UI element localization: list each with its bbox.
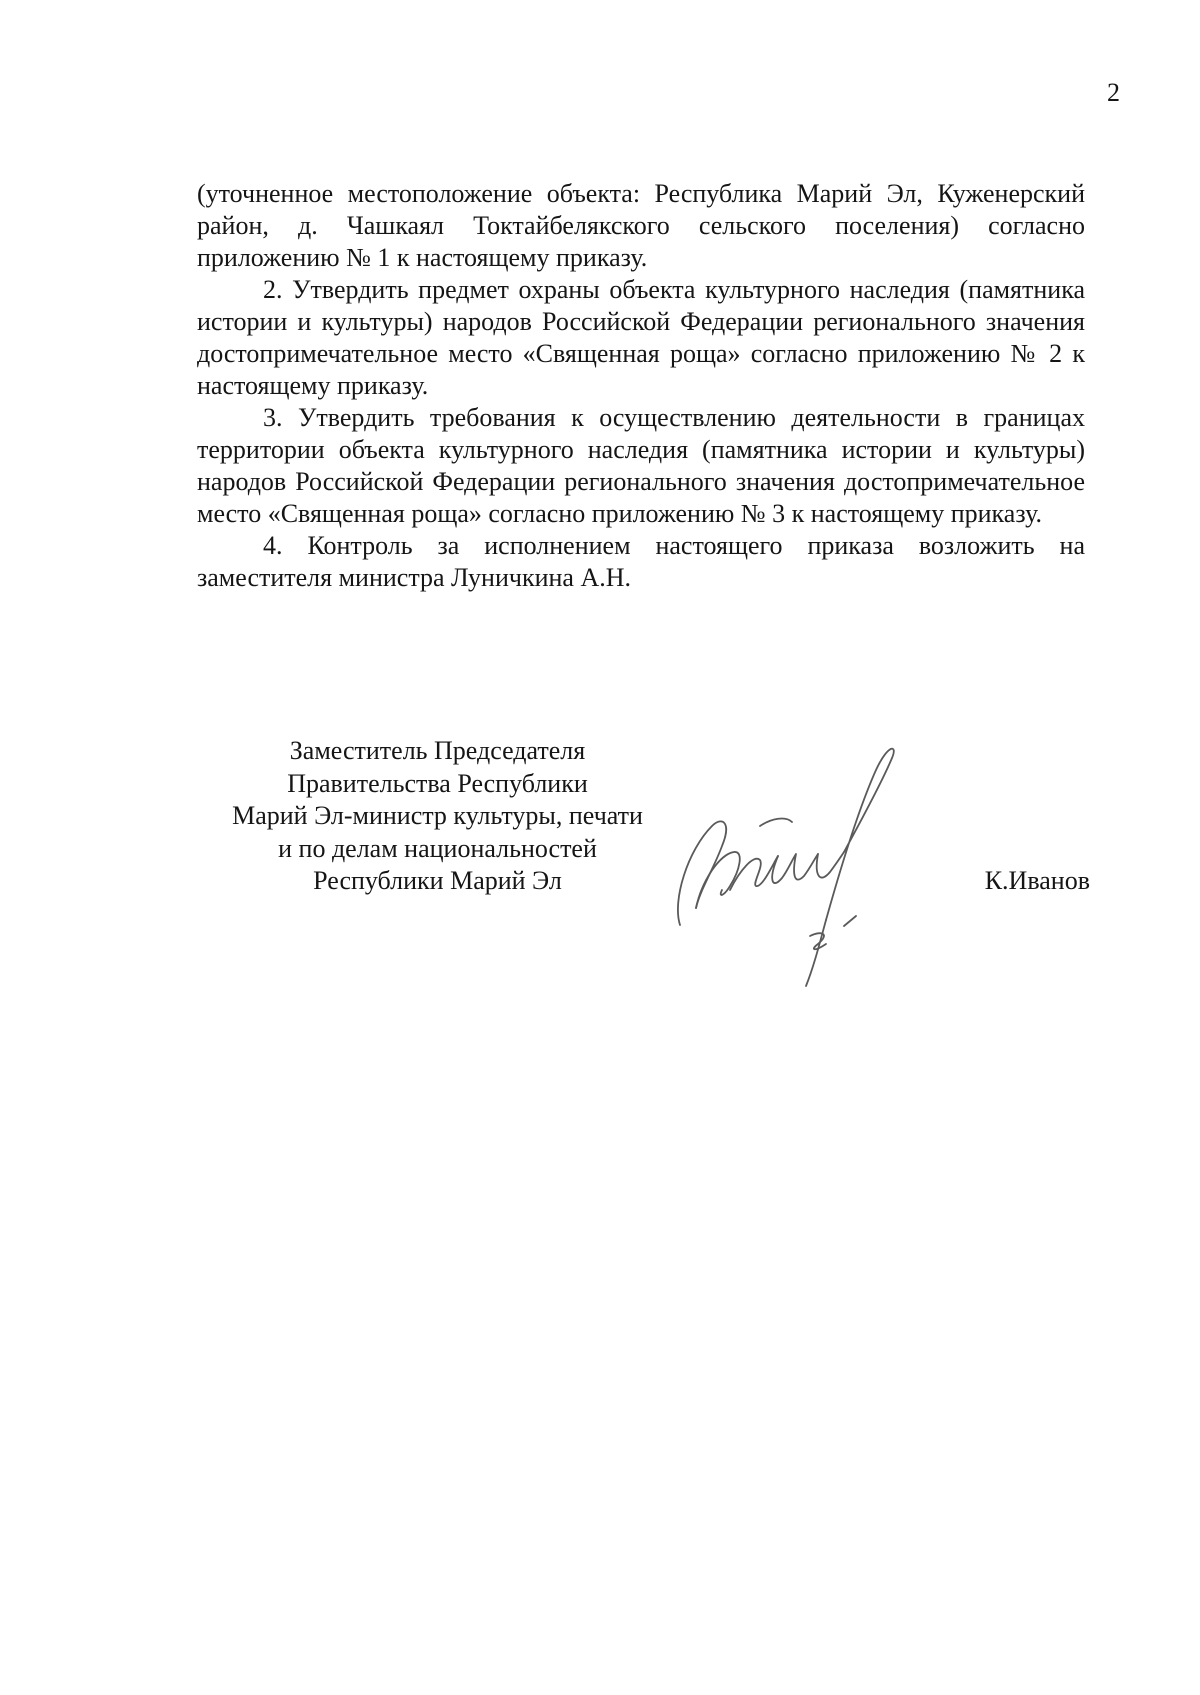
document-body <box>197 178 1085 594</box>
paragraph-location-continuation: (уточненное местоположение объекта: Республика Марий Эл, Куженерский район, д. Чашкаял Токтайбелякского сельского поселения) согласно приложению № 1 к настоящему приказу. <box>197 179 1085 272</box>
signatory-position <box>200 735 675 898</box>
page-number: 2 <box>1107 78 1120 107</box>
paragraph-item-4: 4. Контроль за исполнением настоящего приказа возложить на заместителя министра Луничкина А.Н. <box>197 531 1085 592</box>
position-line-5: Республики Марий Эл <box>313 866 562 895</box>
position-line-1: Заместитель Председателя <box>289 736 586 765</box>
paragraph-item-2: 2. Утвердить предмет охраны объекта культурного наследия (памятника истории и культуры) народов Российской Федерации регионального значения достопримечательное место «Священная роща» согласно приложению № 2 к настоящему приказу. <box>197 275 1085 400</box>
position-line-3: Марий Эл-министр культуры, печати <box>232 801 643 830</box>
position-line-4: и по делам национальностей <box>278 833 597 863</box>
handwritten-signature <box>660 730 960 990</box>
position-line-2: Правительства Республики <box>287 768 588 798</box>
signer-name: К.Иванов <box>984 866 1090 895</box>
paragraph-item-3: 3. Утвердить требования к осуществлению деятельности в границах территории объекта культурного наследия (памятника истории и культуры) народов Российской Федерации регионального значения достопримечательное место «Священная роща» согласно приложению № 3 к настоящему приказу. <box>197 403 1085 528</box>
